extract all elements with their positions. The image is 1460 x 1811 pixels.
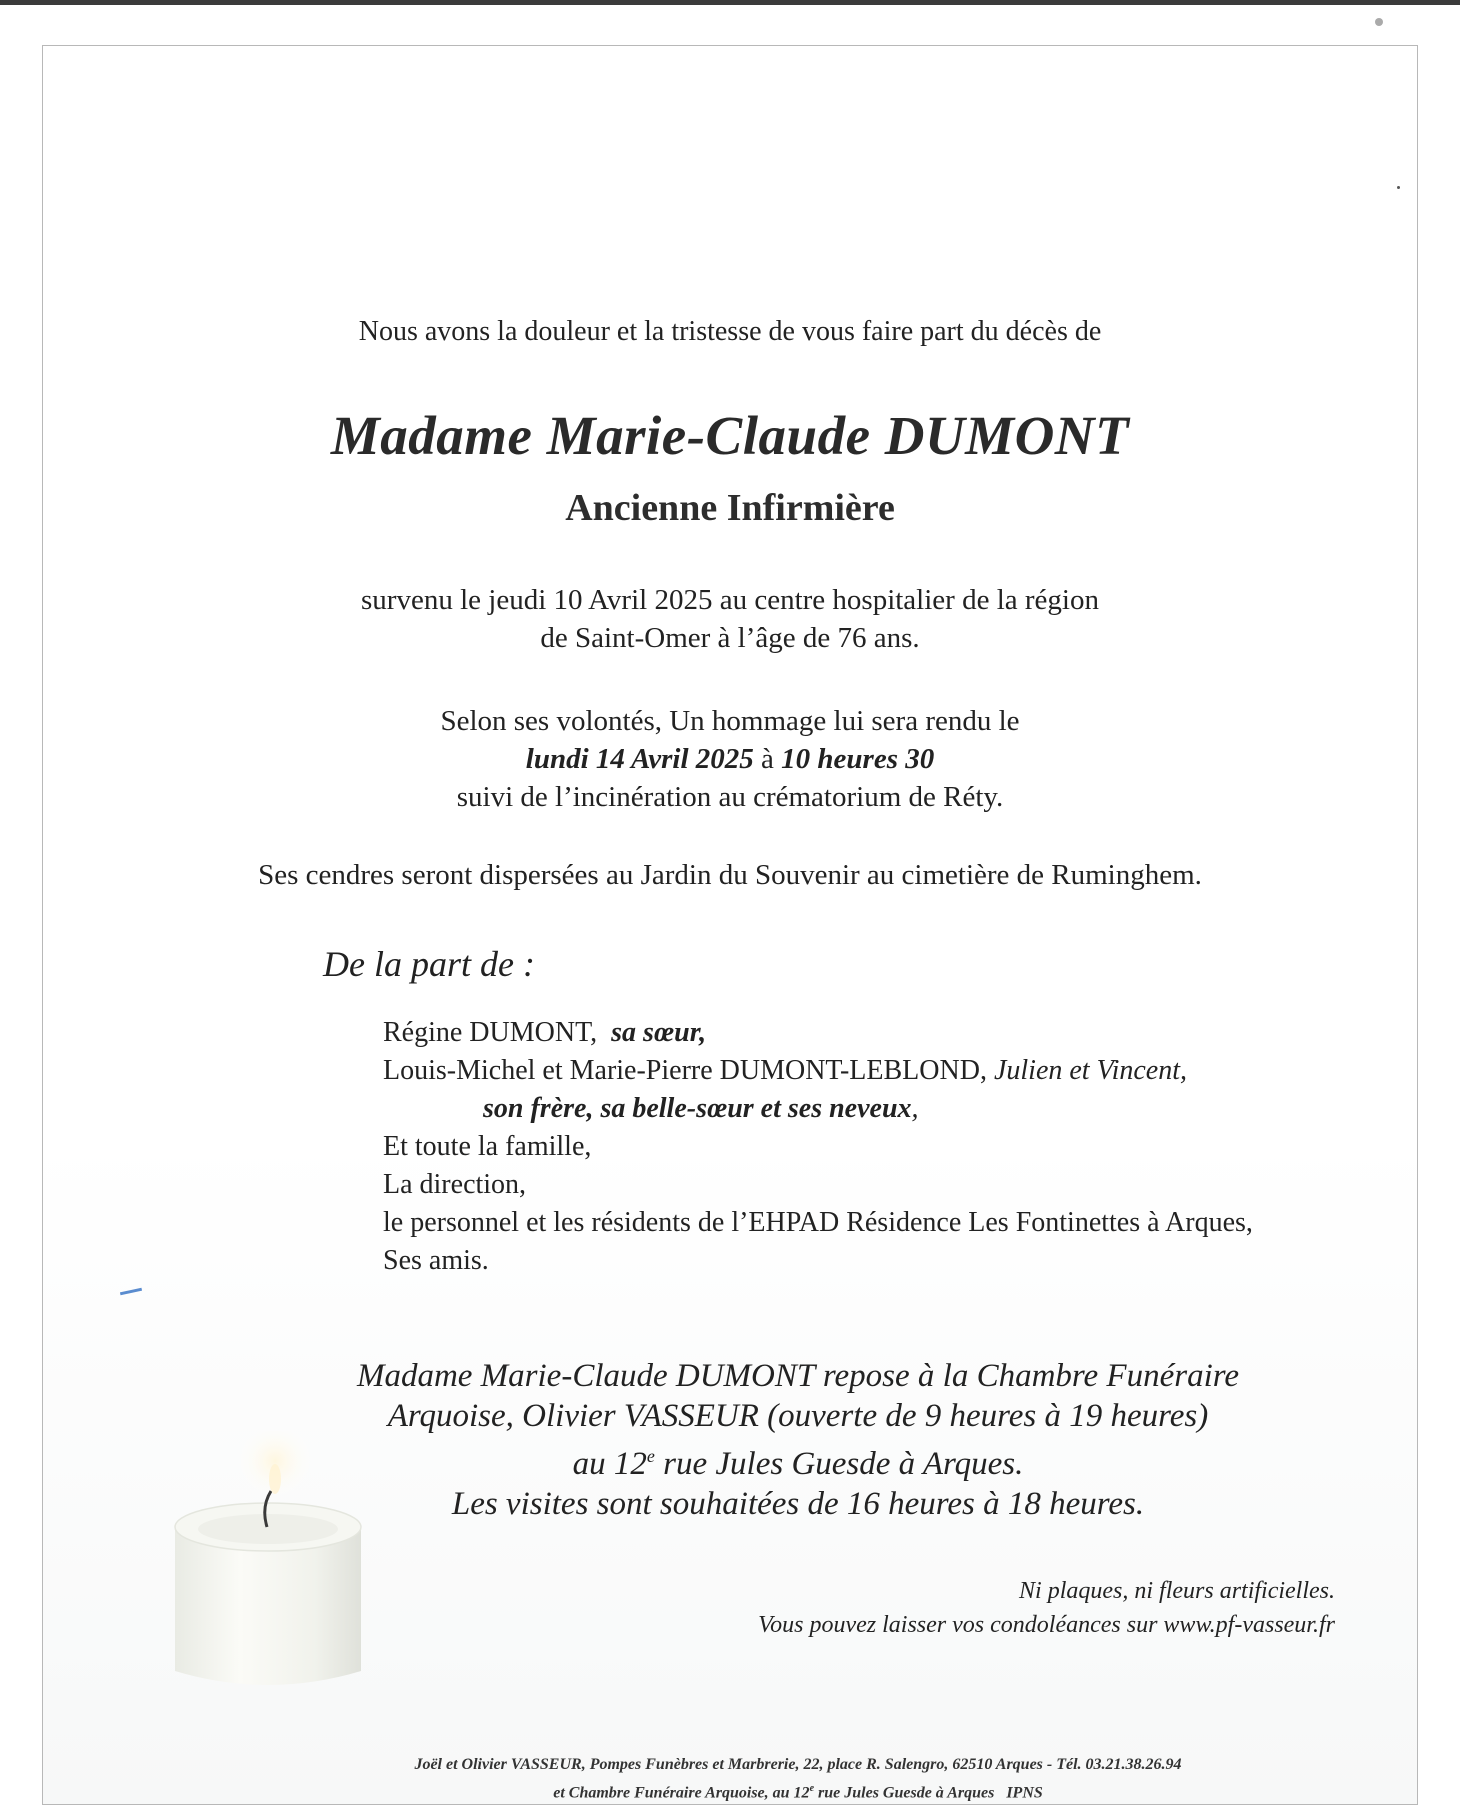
footer-line2-post: rue Jules Guesde à Arques IPNS	[814, 1784, 1043, 1802]
family-line-5: La direction,	[383, 1169, 527, 1200]
repose-info	[43, 1356, 1460, 1524]
family-list	[383, 1014, 1253, 1280]
family-relation-sister: sa sœur,	[611, 1017, 707, 1048]
footer	[43, 1753, 1460, 1805]
family-line-7: Ses amis.	[383, 1245, 489, 1276]
ceremony-connector: à	[753, 743, 782, 775]
family-children: Julien et Vincent,	[993, 1055, 1188, 1086]
notes	[758, 1574, 1335, 1642]
repose-line2: Arquoise, Olivier VASSEUR (ouverte de 9 heures à 19 heures)	[387, 1398, 1209, 1434]
death-notice	[43, 581, 1417, 657]
death-notice-line2: de Saint-Omer à l’âge de 76 ans.	[540, 622, 920, 654]
obituary-card	[42, 45, 1418, 1805]
ashes-text: Ses cendres seront dispersées au Jardin du Souvenir au cimetière de Ruminghem.	[258, 859, 1202, 891]
family-name-louis-michel: Louis-Michel et Marie-Pierre DUMONT-LEBLOND,	[383, 1055, 994, 1086]
deceased-title: Ancienne Infirmière	[565, 487, 895, 529]
footer-line2-sup: e	[809, 1783, 815, 1794]
scan-dot-mark-2	[1397, 186, 1400, 189]
ceremony-datetime	[43, 740, 1417, 778]
family-name-regine: Régine DUMONT,	[383, 1017, 605, 1048]
intro-text: Nous avons la douleur et la tristesse de vous faire part du décès de	[358, 316, 1102, 347]
ceremony-time: 10 heures 30	[781, 743, 935, 775]
repose-line3	[43, 1436, 1460, 1484]
notes-line2: Vous pouvez laisser vos condoléances sur www.pf-vasseur.fr	[758, 1612, 1335, 1638]
ceremony-date: lundi 14 Avril 2025	[525, 743, 754, 775]
footer-line1: Joël et Olivier VASSEUR, Pompes Funèbres et Marbrerie, 22, place R. Salengro, 62510 Arques - Tél. 03.21.38.26.94	[414, 1756, 1182, 1773]
family-line-2	[383, 1052, 1253, 1090]
deceased-name: Madame Marie-Claude DUMONT	[330, 405, 1130, 466]
family-relation-brother: son frère, sa belle-sœur et ses neveux	[483, 1093, 912, 1124]
ceremony-line1: Selon ses volontés, Un hommage lui sera rendu le	[440, 705, 1020, 737]
family-relation-comma: ,	[911, 1093, 919, 1124]
ceremony-line3: suivi de l’incinération au crématorium de Réty.	[456, 781, 1004, 813]
family-line-6: le personnel et les résidents de l’EHPAD Résidence Les Fontinettes à Arques,	[383, 1207, 1253, 1238]
repose-line4: Les visites sont souhaitées de 16 heures à 18 heures.	[451, 1486, 1145, 1522]
repose-address-sup: e	[646, 1446, 655, 1466]
footer-line2-pre: et Chambre Funéraire Arquoise, au 12	[553, 1784, 810, 1802]
scan-edge	[0, 0, 1460, 5]
death-notice-line1: survenu le jeudi 10 Avril 2025 au centre hospitalier de la région	[361, 584, 1099, 616]
footer-line2	[43, 1777, 1460, 1805]
scan-dot-mark	[1375, 18, 1383, 26]
repose-line1: Madame Marie-Claude DUMONT repose à la Chambre Funéraire	[356, 1358, 1240, 1394]
family-line-4: Et toute la famille,	[383, 1131, 592, 1162]
notes-line1: Ni plaques, ni fleurs artificielles.	[1019, 1578, 1335, 1604]
repose-address-pre: au 12	[572, 1446, 647, 1482]
repose-address-post: rue Jules Guesde à Arques.	[654, 1446, 1024, 1482]
family-line-1	[383, 1014, 1253, 1052]
from-label: De la part de :	[323, 944, 535, 984]
ceremony-info	[43, 702, 1417, 816]
family-line-3	[383, 1090, 1253, 1128]
